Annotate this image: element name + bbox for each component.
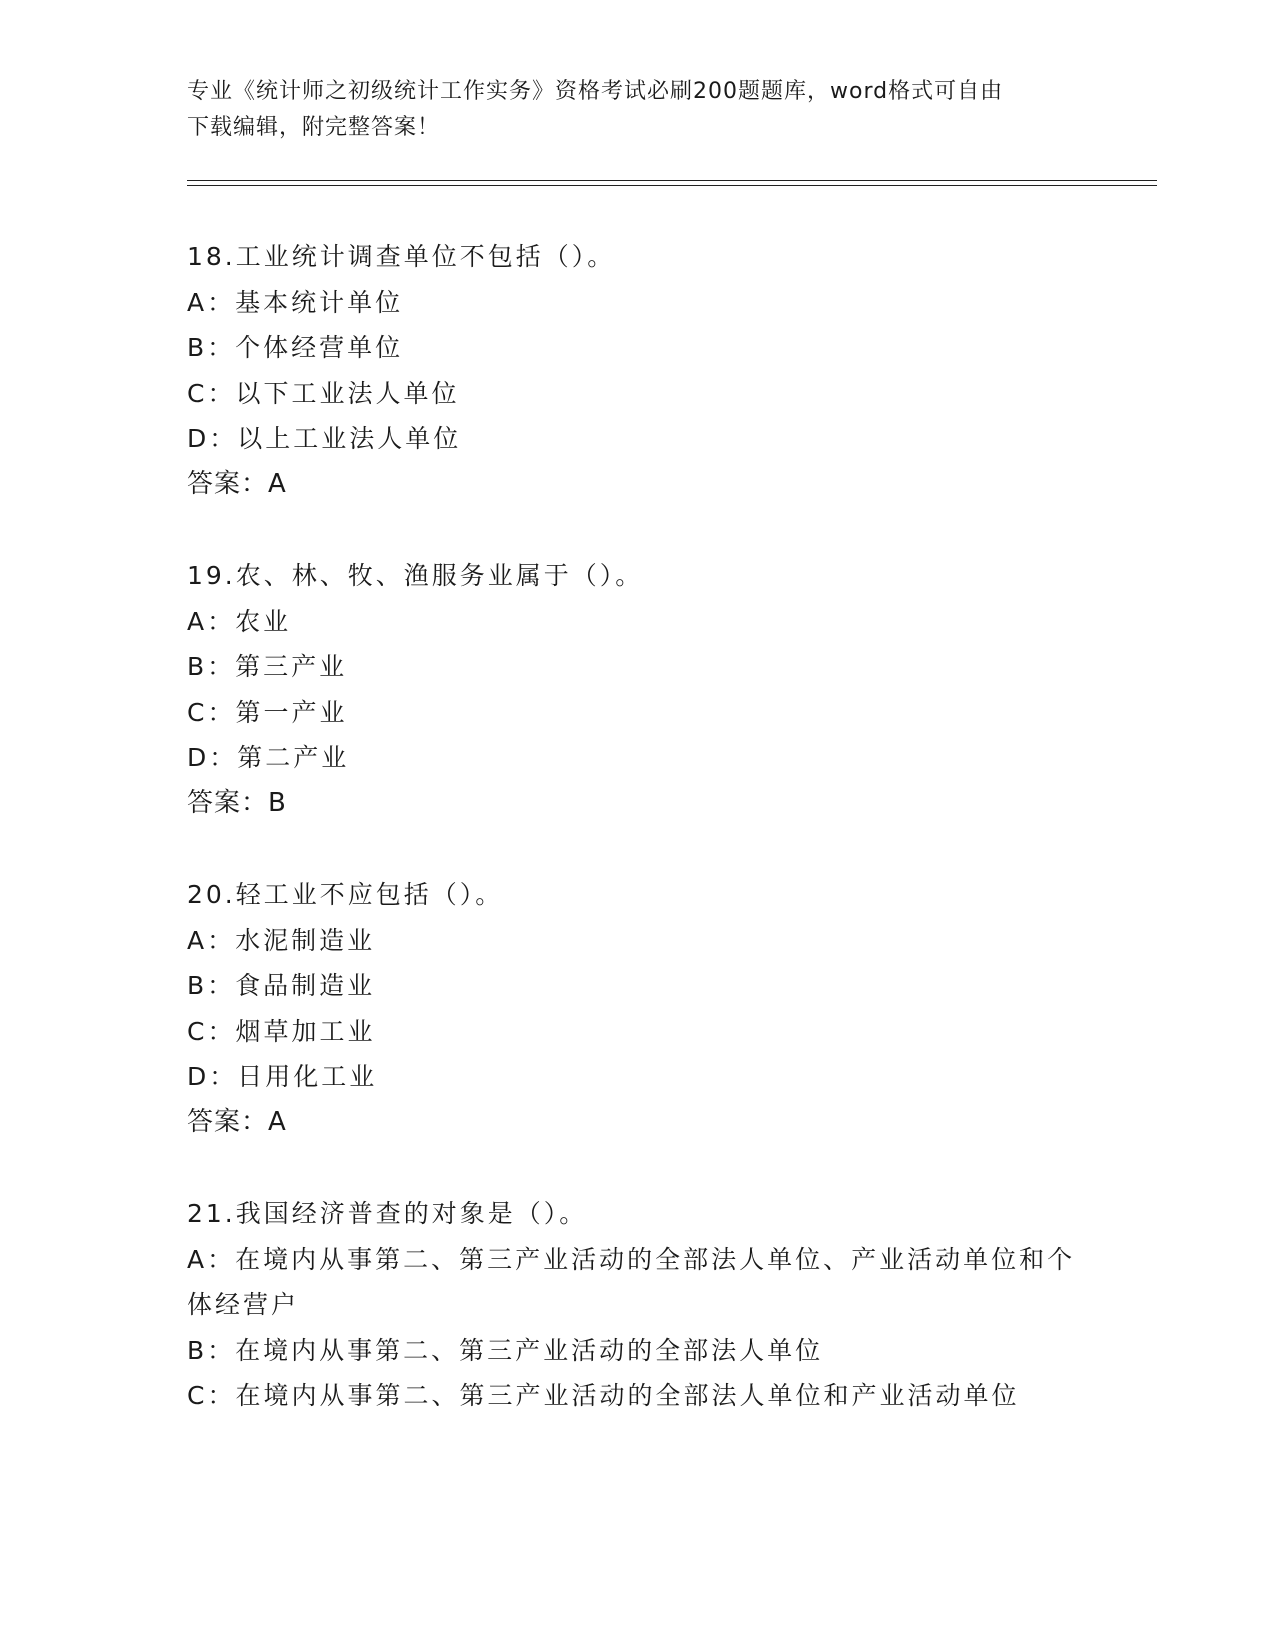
header-line-1: 专业《统计师之初级统计工作实务》资格考试必刷200题题库，word格式可自由: [187, 79, 1004, 104]
option-b: B：第三产业: [187, 652, 348, 681]
option-b: B：个体经营单位: [187, 333, 404, 362]
answer-line: 答案：B: [187, 787, 287, 818]
question-stem: 20.轻工业不应包括（）。: [187, 880, 504, 909]
header-line-2: 下载编辑，附完整答案！: [187, 115, 441, 140]
option-b: B：在境内从事第二、第三产业活动的全部法人单位: [187, 1335, 824, 1365]
question-21: [187, 1191, 1087, 1419]
document-header: [187, 74, 1087, 146]
option-c: C：以下工业法人单位: [187, 378, 460, 408]
answer-line: 答案：A: [187, 1106, 287, 1137]
header-divider-bottom: [187, 185, 1157, 186]
option-c: C：在境内从事第二、第三产业活动的全部法人单位和产业活动单位: [187, 1381, 1020, 1410]
question-18: [187, 234, 1087, 507]
option-a: A：在境内从事第二、第三产业活动的全部法人单位、产业活动单位和个体经营户: [187, 1244, 1076, 1319]
question-19: [187, 553, 1087, 826]
option-a: A：基本统计单位: [187, 287, 404, 317]
header-divider-top: [187, 180, 1157, 181]
answer-line: 答案：A: [187, 468, 287, 499]
option-d: D：第二产业: [187, 743, 350, 772]
question-stem: 18.工业统计调查单位不包括（）。: [187, 242, 616, 271]
question-stem: 19.农、林、牧、渔服务业属于（）。: [187, 561, 644, 590]
question-20: [187, 872, 1087, 1145]
option-c: C：第一产业: [187, 697, 348, 727]
question-stem: 21.我国经济普查的对象是（）。: [187, 1199, 588, 1228]
option-a: A：农业: [187, 606, 292, 636]
option-a: A：水泥制造业: [187, 925, 376, 955]
option-d: D：以上工业法人单位: [187, 424, 462, 453]
option-c: C：烟草加工业: [187, 1016, 376, 1046]
option-d: D：日用化工业: [187, 1062, 378, 1091]
option-b: B：食品制造业: [187, 971, 376, 1000]
question-list: [187, 234, 1087, 1465]
